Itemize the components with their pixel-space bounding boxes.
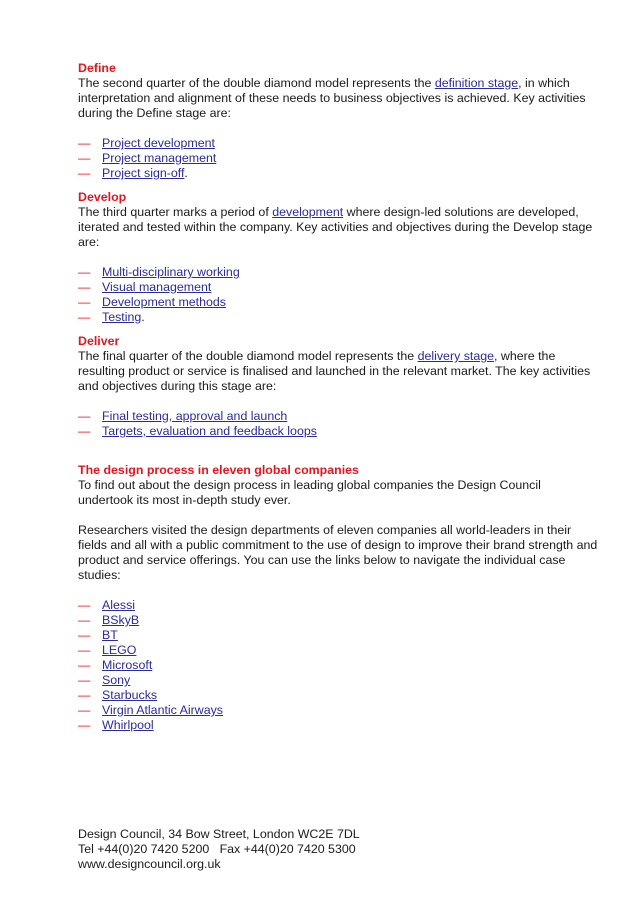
dash-bullet: — [78, 424, 91, 438]
document-body [78, 61, 598, 733]
dash-bullet: — [78, 409, 91, 423]
deliver-section [78, 334, 598, 439]
case-studies-list [78, 598, 598, 733]
virgin-atlantic-link[interactable]: Virgin Atlantic Airways [102, 703, 223, 717]
list-item [78, 136, 598, 151]
dash-bullet: — [78, 643, 91, 657]
bskyb-link[interactable]: BSkyB [102, 613, 140, 627]
dash-bullet: — [78, 310, 91, 324]
list-item [78, 718, 598, 733]
microsoft-link[interactable]: Microsoft [102, 658, 153, 672]
footer-phone: Tel +44(0)20 7420 5200 Fax +44(0)20 7420 5300 [78, 842, 356, 856]
list-item [78, 265, 598, 280]
list-item [78, 643, 598, 658]
dash-bullet: — [78, 295, 91, 309]
deliver-list [78, 409, 598, 439]
list-item [78, 658, 598, 673]
define-paragraph [78, 76, 598, 121]
define-heading: Define [78, 61, 116, 75]
page-footer [78, 827, 598, 872]
dash-bullet: — [78, 703, 91, 717]
targets-evaluation-link[interactable]: Targets, evaluation and feedback loops [102, 424, 317, 438]
dash-bullet: — [78, 598, 91, 612]
develop-paragraph [78, 205, 598, 250]
develop-list [78, 265, 598, 325]
develop-heading: Develop [78, 190, 127, 204]
final-testing-link[interactable]: Final testing, approval and launch [102, 409, 288, 423]
testing-link[interactable]: Testing [102, 310, 142, 324]
project-sign-off-link[interactable]: Project sign-off [102, 166, 185, 180]
develop-section [78, 190, 598, 325]
define-list [78, 136, 598, 181]
list-item [78, 673, 598, 688]
list-item [78, 424, 598, 439]
list-item [78, 613, 598, 628]
footer-website: www.designcouncil.org.uk [78, 857, 221, 871]
project-management-link[interactable]: Project management [102, 151, 217, 165]
starbucks-link[interactable]: Starbucks [102, 688, 158, 702]
visual-management-link[interactable]: Visual management [102, 280, 212, 294]
list-item [78, 280, 598, 295]
list-suffix: . [184, 166, 188, 180]
whirlpool-link[interactable]: Whirlpool [102, 718, 154, 732]
develop-text-pre: The third quarter marks a period of [78, 205, 273, 219]
list-item [78, 688, 598, 703]
deliver-text-pre: The final quarter of the double diamond model represents the [78, 349, 418, 363]
lego-link[interactable]: LEGO [102, 643, 137, 657]
list-suffix: . [141, 310, 145, 324]
dash-bullet: — [78, 151, 91, 165]
global-companies-heading: The design process in eleven global companies [78, 463, 359, 477]
delivery-stage-link[interactable]: delivery stage [417, 349, 495, 363]
dash-bullet: — [78, 628, 91, 642]
deliver-paragraph [78, 349, 598, 394]
global-intro-paragraph: To find out about the design process in leading global companies the Design Council undertook its most in-depth study ever. [78, 478, 541, 507]
dash-bullet: — [78, 166, 91, 180]
dash-bullet: — [78, 658, 91, 672]
dash-bullet: — [78, 673, 91, 687]
footer-address: Design Council, 34 Bow Street, London WC2E 7DL [78, 827, 360, 841]
list-item [78, 151, 598, 166]
dash-bullet: — [78, 280, 91, 294]
list-item [78, 703, 598, 718]
dash-bullet: — [78, 718, 91, 732]
dash-bullet: — [78, 265, 91, 279]
deliver-heading: Deliver [78, 334, 120, 348]
list-item [78, 166, 598, 181]
development-link[interactable]: development [272, 205, 344, 219]
develop-text-post: where design-led solutions are developed, iterated and tested within the company. Key activities and objectives during the Develop stage are: [78, 205, 593, 249]
list-item [78, 310, 598, 325]
dash-bullet: — [78, 613, 91, 627]
development-methods-link[interactable]: Development methods [102, 295, 226, 309]
list-item [78, 409, 598, 424]
dash-bullet: — [78, 688, 91, 702]
list-item [78, 295, 598, 310]
alessi-link[interactable]: Alessi [102, 598, 136, 612]
list-item [78, 628, 598, 643]
global-researchers-paragraph: Researchers visited the design departments of eleven companies all world-leaders in their fields and all with a public commitment to the use of design to improve their brand strength and product and service offerings. You can use the links below to navigate the individual case studies: [78, 523, 598, 582]
project-development-link[interactable]: Project development [102, 136, 215, 150]
dash-bullet: — [78, 136, 91, 150]
bt-link[interactable]: BT [102, 628, 118, 642]
definition-stage-link[interactable]: definition stage [434, 76, 519, 90]
list-item [78, 598, 598, 613]
deliver-text-post: , where the resulting product or service is finalised and launched in the relevant market. The key activities and objectives during this stage are: [78, 349, 591, 393]
define-section [78, 61, 598, 181]
define-text-post: , in which interpretation and alignment of these needs to business objectives is achieved. Key activities during the Define stage are: [78, 76, 586, 120]
global-companies-section [78, 463, 598, 733]
sony-link[interactable]: Sony [102, 673, 131, 687]
define-text-pre: The second quarter of the double diamond model represents the [78, 76, 435, 90]
multi-disciplinary-working-link[interactable]: Multi-disciplinary working [102, 265, 240, 279]
